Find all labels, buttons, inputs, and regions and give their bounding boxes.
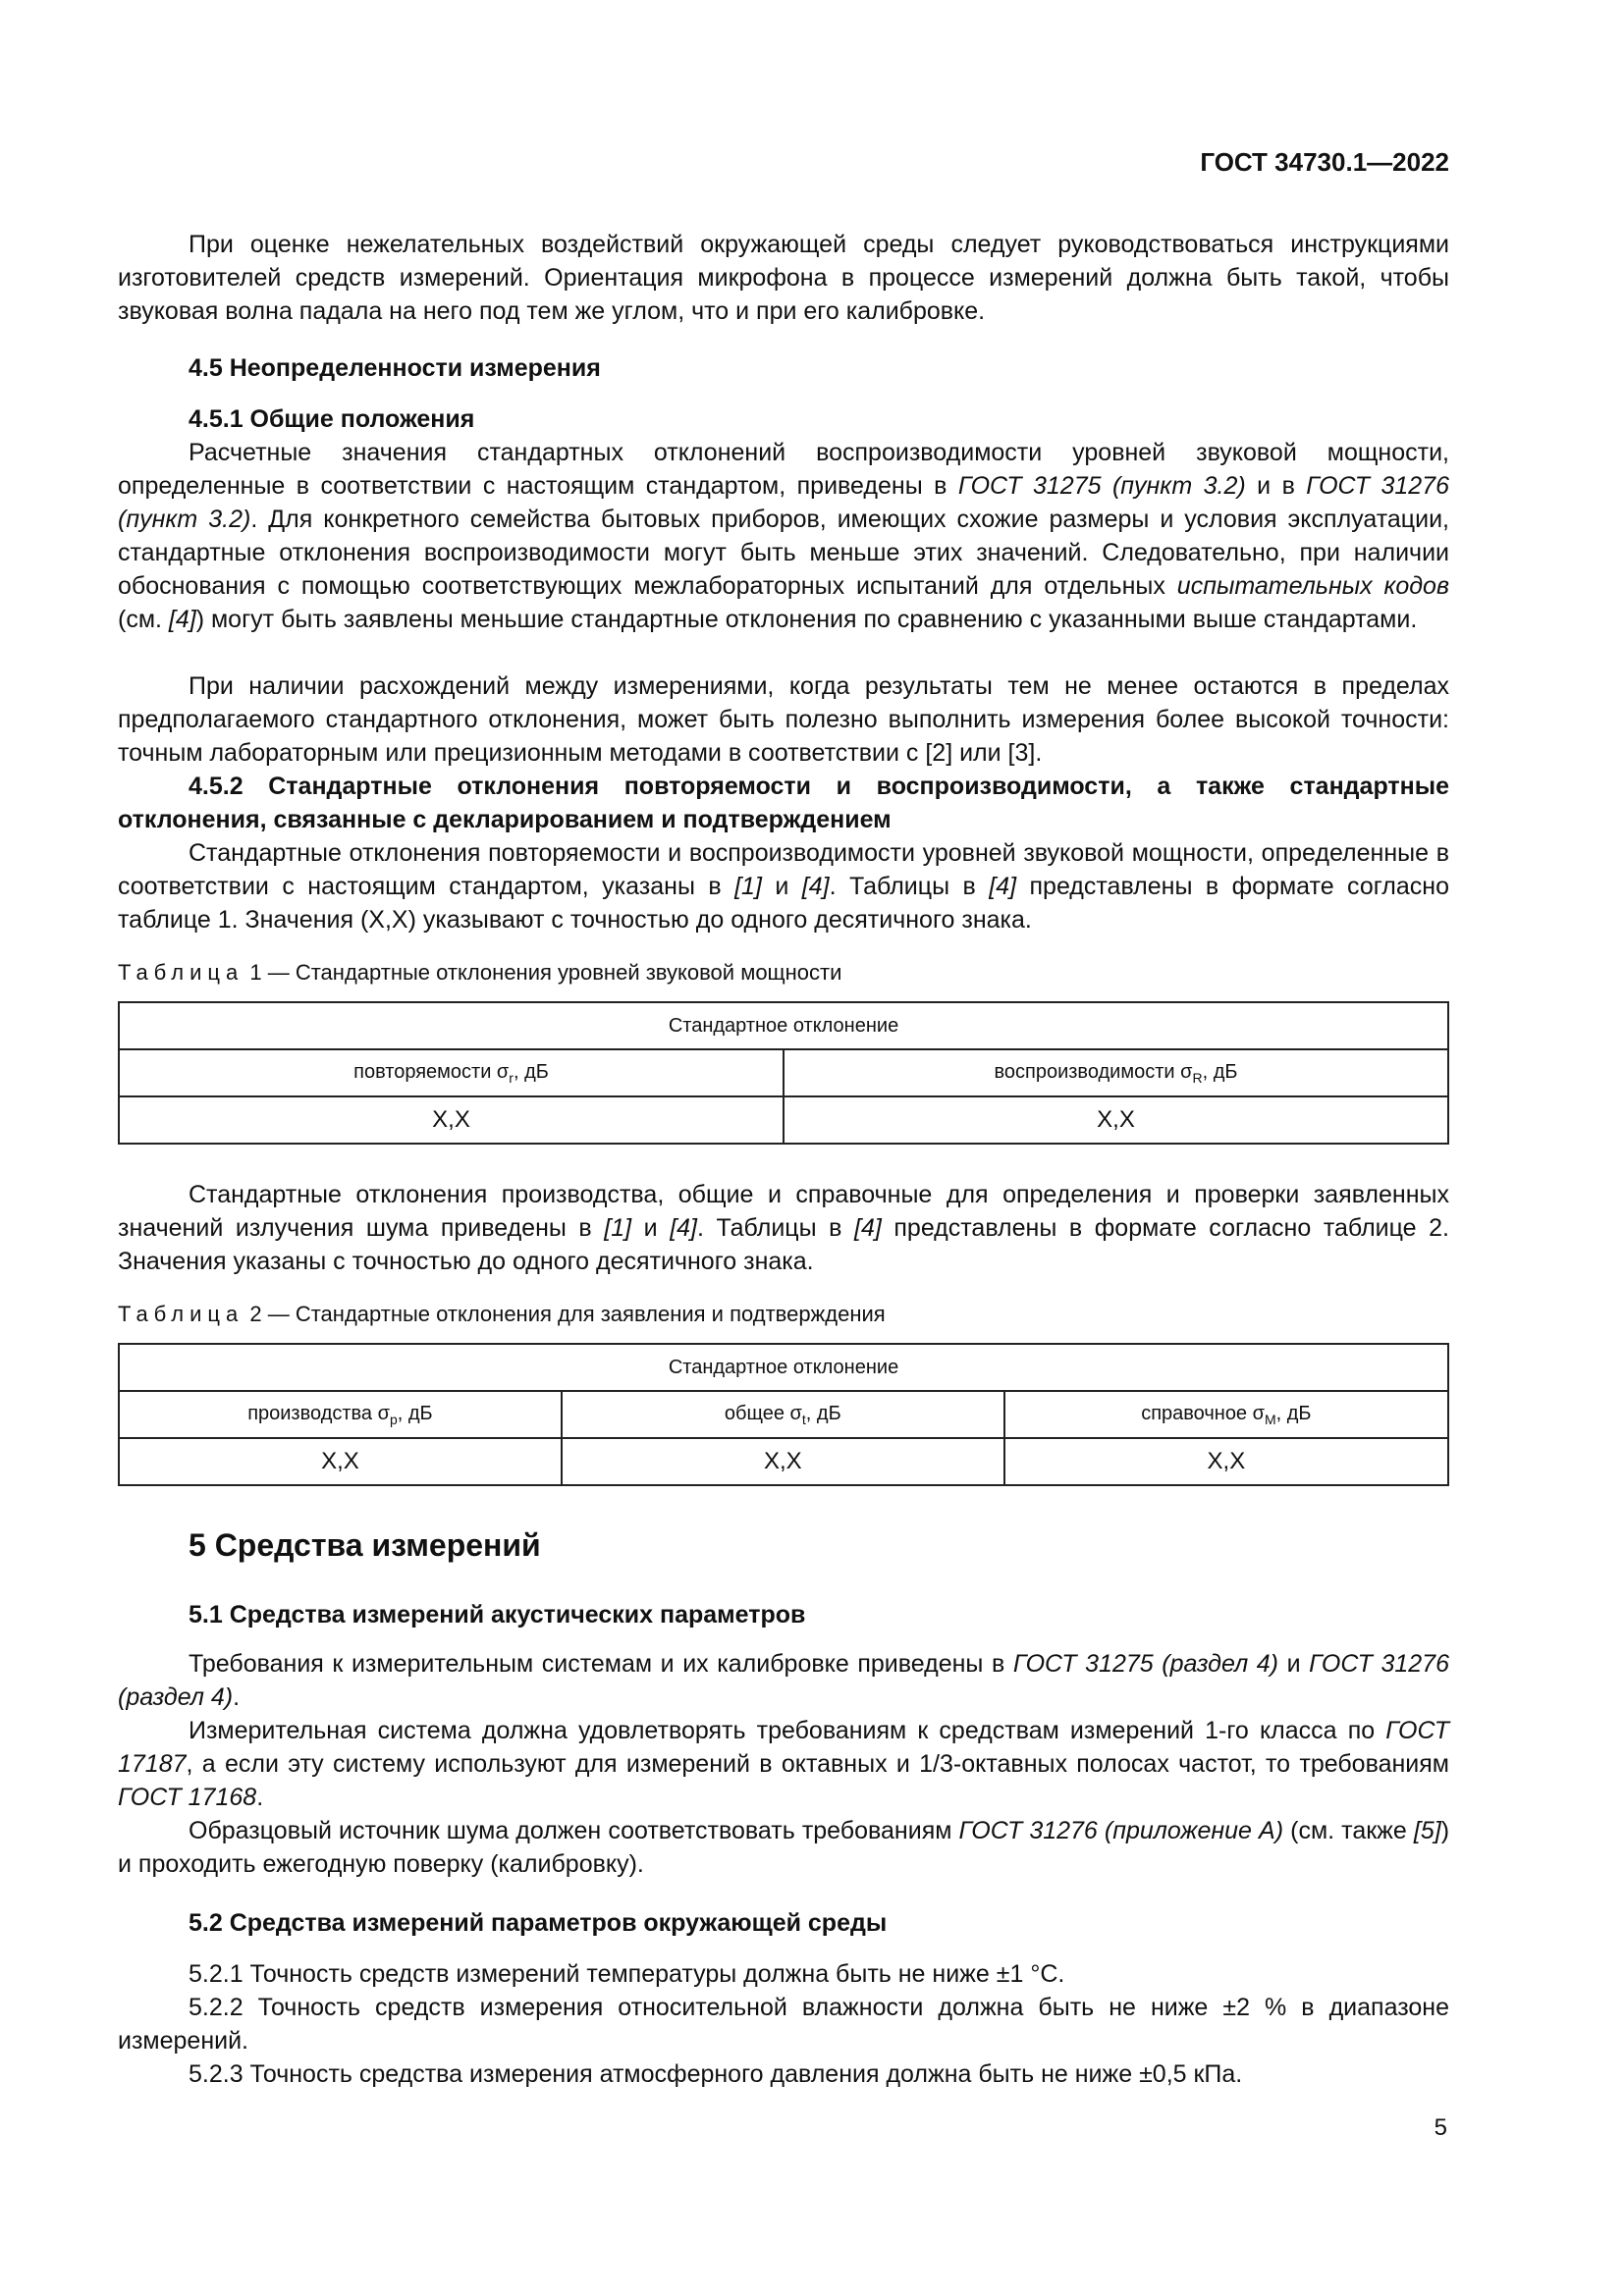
section-5-2-2: 5.2.2 Точность средств измерения относительной влажности должна быть не ниже ±2 % в диапазоне измерений. <box>118 1994 1449 2055</box>
section-5-1-paragraph-3: Образцовый источник шума должен соответствовать требованиям ГОСТ 31276 (приложение А) (см. также [5]) и проходить ежегодную поверку (калибровку). <box>118 1817 1450 1878</box>
section-5-2-3: 5.2.3 Точность средства измерения атмосферного давления должна быть не ниже ±0,5 кПа. <box>189 2060 1243 2088</box>
table-2-caption: Таблица 2 — Стандартные отклонения для заявления и подтверждения <box>118 1302 886 1326</box>
section-4-5-1-paragraph-2: При наличии расхождений между измерениями, когда результаты тем не менее остаются в пределах предполагаемого стандартного отклонения, может быть полезно выполнить измерения более высокой точности: точным лабораторным или прецизионным методами в соответствии с [2] или [3]. <box>118 672 1449 767</box>
table-2-header: Стандартное отклонение <box>119 1344 1448 1391</box>
section-5-1-title: 5.1 Средства измерений акустических параметров <box>189 1601 806 1629</box>
section-4-5-2-title: 4.5.2 Стандартные отклонения повторяемости и воспроизводимости, а также стандартные отклонения, связанные с декларированием и подтверждением <box>118 773 1449 833</box>
document-code: ГОСТ 34730.1—2022 <box>1200 147 1449 177</box>
table-1 <box>118 1001 1449 1145</box>
section-5-2-title: 5.2 Средства измерений параметров окружающей среды <box>189 1909 888 1937</box>
section-5-2-1: 5.2.1 Точность средств измерений температуры должна быть не ниже ±1 °С. <box>189 1960 1065 1988</box>
section-4-5-1-paragraph-1: Расчетные значения стандартных отклонений воспроизводимости уровней звуковой мощности, определенные в соответствии с настоящим стандартом, приведены в ГОСТ 31275 (пункт 3.2) и в ГОСТ 31276 (пункт 3.2). Для конкретного семейства бытовых приборов, имеющих схожие размеры и условия эксплуатации, стандартные отклонения воспроизводимости могут быть меньше этих значений. Следовательно, при наличии обоснования с помощью соответствующих межлабораторных испытаний для отдельных испытательных кодов (см. [4]) могут быть заявлены меньшие стандартные отклонения по сравнению с указанными выше стандартами. <box>118 439 1450 633</box>
table-1-col-repeatability: повторяемости $\sigma_r$, дБ <box>119 1049 784 1096</box>
page-number: 5 <box>1434 2114 1447 2141</box>
table-1-value-2: X,X <box>784 1096 1448 1144</box>
table-2-value-3: X,X <box>1004 1438 1448 1485</box>
table-2-col-production: производства $\sigma_p$, дБ <box>119 1391 562 1438</box>
table-1-value-1: X,X <box>119 1096 784 1144</box>
table-2-value-2: X,X <box>562 1438 1004 1485</box>
section-4-5-1-title: 4.5.1 Общие положения <box>189 405 475 433</box>
table-2-value-1: X,X <box>119 1438 562 1485</box>
table-1-header: Стандартное отклонение <box>119 1002 1448 1049</box>
table-2 <box>118 1343 1449 1486</box>
table-1-col-reproducibility: воспроизводимости $\sigma_R$, дБ <box>784 1049 1448 1096</box>
section-4-5-title: 4.5 Неопределенности измерения <box>189 354 601 382</box>
paragraph-after-table-1: Стандартные отклонения производства, общие и справочные для определения и проверки заявленных значений излучения шума приведены в [1] и [4]. Таблицы в [4] представлены в формате согласно таблице 2. Значения указаны с точностью до одного десятичного знака. <box>118 1181 1449 1275</box>
section-4-5-2-paragraph: Стандартные отклонения повторяемости и воспроизводимости уровней звуковой мощности, определенные в соответствии с настоящим стандартом, указаны в [1] и [4]. Таблицы в [4] представлены в формате согласно таблице 1. Значения (X,X) указывают с точностью до одного десятичного знака. <box>118 839 1450 934</box>
table-2-col-total: общее $\sigma_t$, дБ <box>562 1391 1004 1438</box>
intro-paragraph: При оценке нежелательных воздействий окружающей среды следует руководствоваться инструкциями изготовителей средств измерений. Ориентация микрофона в процессе измерений должна быть такой, чтобы звуковая волна падала на него под тем же углом, что и при его калибровке. <box>118 231 1449 325</box>
section-5-1-paragraph-1: Требования к измерительным системам и их калибровке приведены в ГОСТ 31275 (раздел 4) и ГОСТ 31276 (раздел 4). <box>118 1650 1449 1711</box>
section-5-1-paragraph-2: Измерительная система должна удовлетворять требованиям к средствам измерений 1-го класса по ГОСТ 17187, а если эту систему используют для измерений в октавных и 1/3-октавных полосах частот, то требованиям ГОСТ 17168. <box>118 1717 1449 1811</box>
table-1-caption: Таблица 1 — Стандартные отклонения уровней звуковой мощности <box>118 960 842 985</box>
table-2-col-reference: справочное $\sigma_M$, дБ <box>1004 1391 1448 1438</box>
section-5-title: 5 Средства измерений <box>189 1527 541 1563</box>
